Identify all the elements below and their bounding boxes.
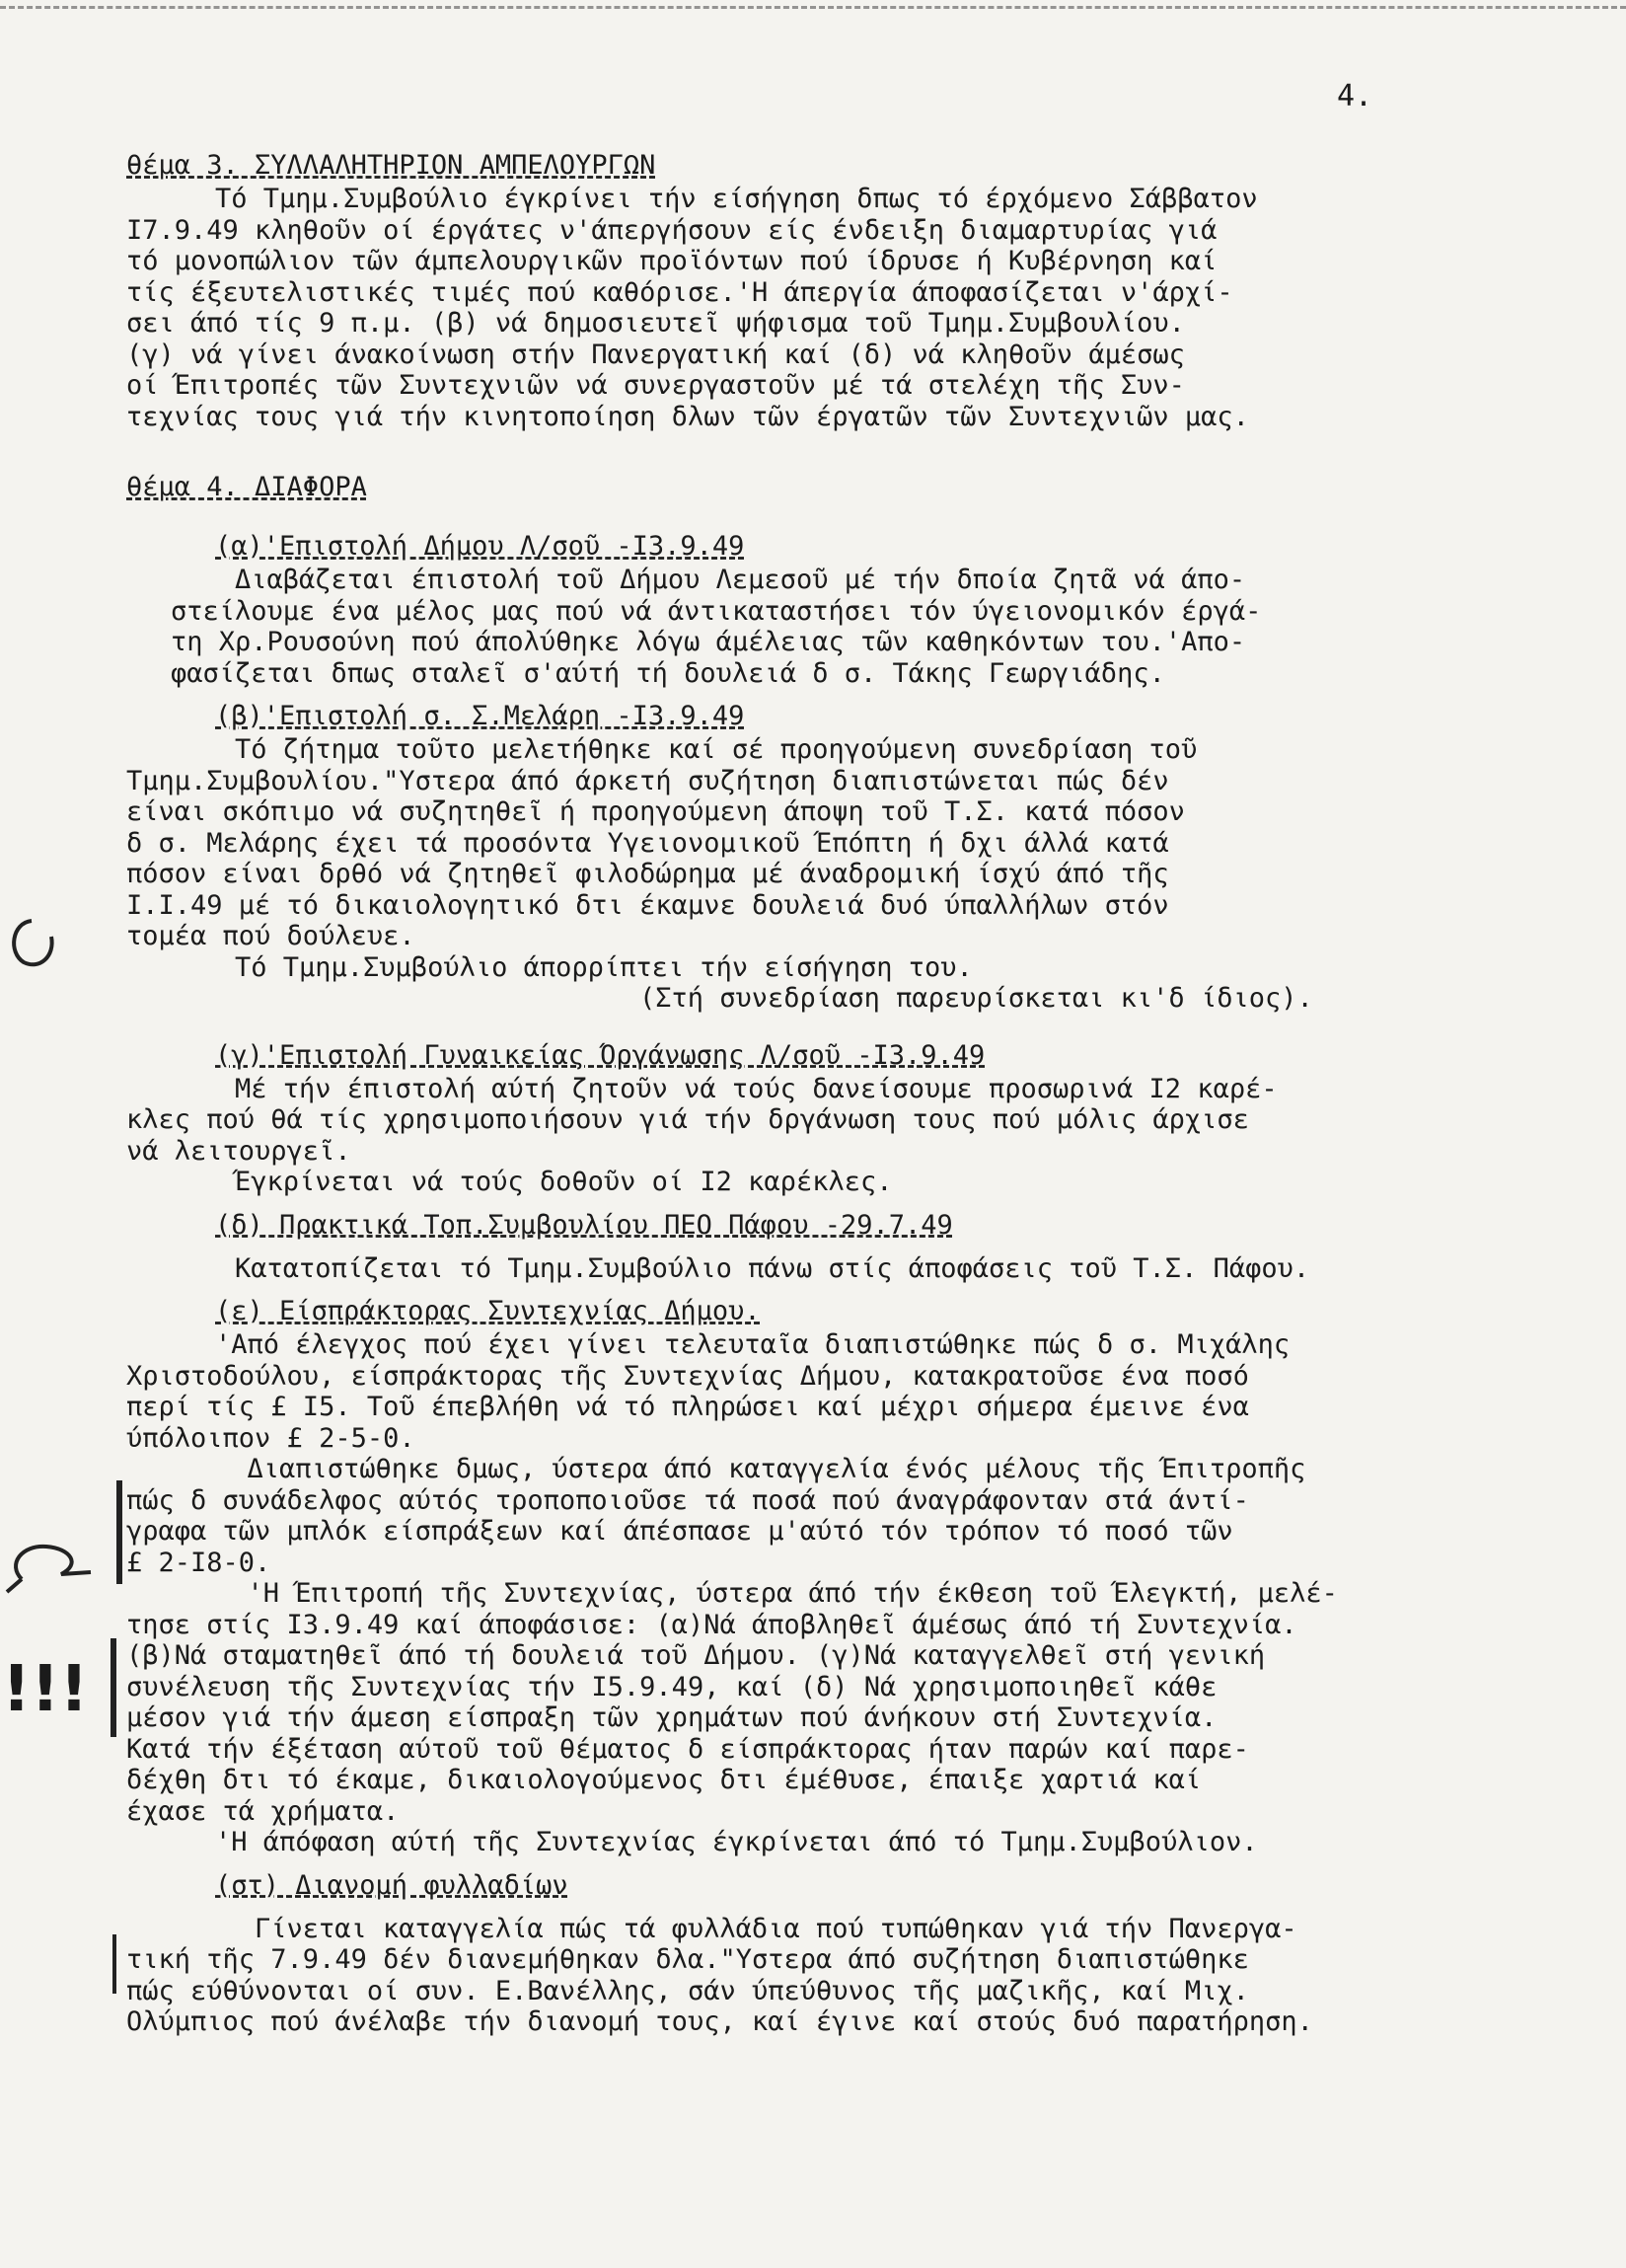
text-line: 'Η Έπιτροπή τῆς Συντεχνίας, ύστερα άπό τήν έκθεση τοῦ Έλεγκτή, μελέ- [215,1578,1338,1609]
item-f-title: (στ) Διανομή φυλλαδίων [215,1869,568,1901]
item-b-title: (β)'Επιστολή σ. Σ.Μελάρη -Ι3.9.49 [215,701,745,731]
text-line: Κατά τήν έξέταση αύτοῦ τοῦ θέματος δ είσπράκτορας ήταν παρών καί παρε- [126,1733,1249,1765]
decision-line: Τό Τμημ.Συμβούλιο άπορρίπτει τήν είσήγηση του. [235,951,973,983]
decision-line: 'Η άπόφαση αύτή τῆς Συντεχνίας έγκρίνεται άπό τό Τμημ.Συμβούλιον. [215,1827,1258,1857]
item-e-text [126,1329,1557,1858]
text-line: Χριστοδούλου, είσπράκτορας τῆς Συντεχνίας Δήμου, κατακρατοῦσε ένα ποσό [126,1360,1249,1392]
text-line: τό μονοπώλιον τῶν άμπελουργικῶν προϊόντων πού ίδρυσε ή Κυβέρνηση καί [126,246,1218,276]
text-line: είναι σκόπιμο νά συζητηθεῖ ή προηγούμενη άποψη τοῦ Τ.Σ. κατά πόσον [126,796,1185,827]
text-line: έχασε τά χρήματα. [126,1795,400,1827]
item-d-title: (δ) Πρακτικά Τοπ.Συμβουλίου ΠΕΟ Πάφου -29.7.49 [215,1209,953,1241]
text-line: νά λειτουργεῖ. [126,1135,351,1167]
margin-bracket-line-3 [112,1934,116,1994]
text-line: σει άπό τίς 9 π.μ. (β) νά δημοσιευτεῖ ψήφισμα τοῦ Τμημ.Συμβουλίου. [126,308,1185,339]
text-line: τη Χρ.Ρουσούνη πού άπολύθηκε λόγω άμέλειας τῶν καθηκόντων του.'Απο- [171,627,1246,657]
text-line: ύπόλοιπον £ 2-5-0. [126,1422,415,1454]
item-c-title: (γ)'Επιστολή Γυναικείας Όργάνωσης Λ/σοῦ -Ι3.9.49 [215,1039,986,1071]
text-line: πώς δ συνάδελφος αύτός τροποποιοῦσε τά ποσά πού άναγράφονταν στά άντί- [126,1484,1249,1516]
text-line: Τό Τμημ.Συμβούλιο έγκρίνει τήν είσήγηση δπως τό έρχόμενο Σάββατον [215,184,1258,214]
section-3-text [126,184,1557,432]
note-line: (Στή συνεδρίαση παρευρίσκεται κι'δ ίδιος). [639,983,1313,1014]
text-line: Ι7.9.49 κληθοῦν οί έργάτες ν'άπεργήσουν είς ένδειξη διαμαρτυρίας γιά [126,214,1218,246]
text-line: Διαβάζεται έπιστολή τοῦ Δήμου Λεμεσοῦ μέ τήν δποία ζητᾶ νά άπο- [235,565,1246,595]
text-line: συνέλευση τῆς Συντεχνίας τήν Ι5.9.49, καί (δ) Νά χρησιμοποιηθεῖ κάθε [126,1671,1218,1702]
text-line: £ 2-Ι8-0. [126,1547,271,1578]
top-edge-marks [0,6,1626,19]
text-line: οί Έπιτροπές τῶν Συντεχνιῶν νά συνεργαστοῦν μέ τά στελέχη τῆς Συν- [126,370,1185,401]
text-line: κλες πού θά τίς χρησιμοποιήσουν γιά τήν δργάνωση τους πού μόλις άρχισε [126,1104,1249,1135]
text-line: πώς εύθύνονται οί συν. Ε.Βανέλλης, σάν ύπεύθυνος τῆς μαζικῆς, καί Μιχ. [126,1975,1249,2006]
decision-line: Έγκρίνεται νά τούς δοθοῦν οί Ι2 καρέκλες. [235,1167,893,1197]
page-number: 4. [1337,79,1373,113]
text-line: Κατατοπίζεται τό Τμημ.Συμβούλιο πάνω στίς άποφάσεις τοῦ Τ.Σ. Πάφου. [235,1252,1310,1284]
text-line: περί τίς £ Ι5. Τοῦ έπεβλήθη νά τό πληρώσει καί μέχρι σήμερα έμεινε ένα [126,1392,1249,1422]
margin-exclamation-mark: !!! [2,1653,89,1726]
text-line: Τμημ.Συμβουλίου."Υστερα άπό άρκετή συζήτηση διαπιστώνεται πώς δέν [126,765,1169,796]
text-line: 'Από έλεγχος πού έχει γίνει τελευταῖα διαπιστώθηκε πώς δ σ. Μιχάλης [215,1329,1291,1360]
text-line: Γίνεται καταγγελία πώς τά φυλλάδια πού τυπώθηκαν γιά τήν Πανεργα- [255,1913,1297,1944]
text-line: μέσον γιά τήν άμεση είσπραξη τῶν χρημάτων πού άνήκουν στή Συντεχνία. [126,1702,1218,1733]
text-line: τική τῆς 7.9.49 δέν διανεμήθηκαν δλα."Υστερα άπό συζήτηση διαπιστώθηκε [126,1944,1249,1975]
text-line: φασίζεται δπως σταλεῖ σ'αύτή τή δουλειά δ σ. Τάκης Γεωργιάδης. [171,657,1165,689]
text-line: τησε στίς Ι3.9.49 καί άποφάσισε: (α)Νά άποβληθεῖ άμέσως άπό τή Συντεχνία. [126,1609,1297,1640]
text-line: Ολύμπιος πού άνέλαβε τήν διανομή τους, καί έγινε καί στούς δυό παρατήρηση. [126,2006,1313,2037]
text-line: τεχνίας τους γιά τήν κινητοποίηση δλων τῶν έργατῶν τῶν Συντεχνιῶν μας. [126,401,1249,432]
text-line: δέχθη δτι τό έκαμε, δικαιολογούμενος δτι έμέθυσε, έπαιξε χαρτιά καί [126,1765,1202,1795]
document-body [126,148,1557,2038]
text-line: Διαπιστώθηκε δμως, ύστερα άπό καταγγελία ένός μέλους τῆς Έπιτροπῆς [215,1454,1306,1484]
text-line: Τό ζήτημα τοῦτο μελετήθηκε καί σέ προηγούμενη συνεδρίαση τοῦ [235,734,1198,765]
item-a-title: (α)'Επιστολή Δήμου Λ/σοῦ -Ι3.9.49 [215,531,745,562]
text-line: τίς έξευτελιστικές τιμές πού καθόρισε.'Η άπεργία άποφασίζεται ν'άρχί- [126,276,1233,308]
text-line: πόσον είναι δρθό νά ζητηθεῖ φιλοδώρημα μέ άναδρομική ίσχύ άπό τῆς [126,859,1169,889]
section-3-heading: θέμα 3. ΣΥΛΛΑΛΗΤΗΡΙΟΝ ΑΜΠΕΛΟΥΡΓΩΝ [126,150,656,181]
margin-circle-mark [2,913,61,972]
text-line: Μέ τήν έπιστολή αύτή ζητοῦν νά τούς δανείσουμε προσωρινά Ι2 καρέ- [235,1073,1278,1104]
text-line: τομέα πού δούλευε. [126,921,415,951]
margin-loop-mark [2,1535,96,1604]
text-line: Ι.Ι.49 μέ τό δικαιολογητικό δτι έκαμνε δουλειά δυό ύπαλλήλων στόν [126,889,1169,921]
section-4-heading: θέμα 4. ΔΙΑΦΟΡΑ [126,472,367,502]
text-line: στείλουμε ένα μέλος μας πού νά άντικαταστήσει τόν ύγειονομικόν έργά- [171,595,1262,627]
text-line: δ σ. Μελάρης έχει τά προσόντα Υγειονομικοῦ Έπόπτη ή δχι άλλά κατά [126,827,1169,859]
item-e-title: (ε) Είσπράκτορας Συντεχνίας Δήμου. [215,1296,761,1326]
text-line: γραφα τῶν μπλόκ είσπράξεων καί άπέσπασε μ'αύτό τόν τρόπον τό ποσό τῶν [126,1516,1233,1547]
text-line: (β)Νά σταματηθεῖ άπό τή δουλειά τοῦ Δήμου. (γ)Νά καταγγελθεῖ στή γενική [126,1640,1266,1671]
text-line: (γ) νά γίνει άνακοίνωση στήν Πανεργατική καί (δ) νά κληθοῦν άμέσως [126,339,1185,370]
margin-bracket-line-2 [111,1638,116,1737]
margin-bracket-line-1 [116,1480,122,1584]
